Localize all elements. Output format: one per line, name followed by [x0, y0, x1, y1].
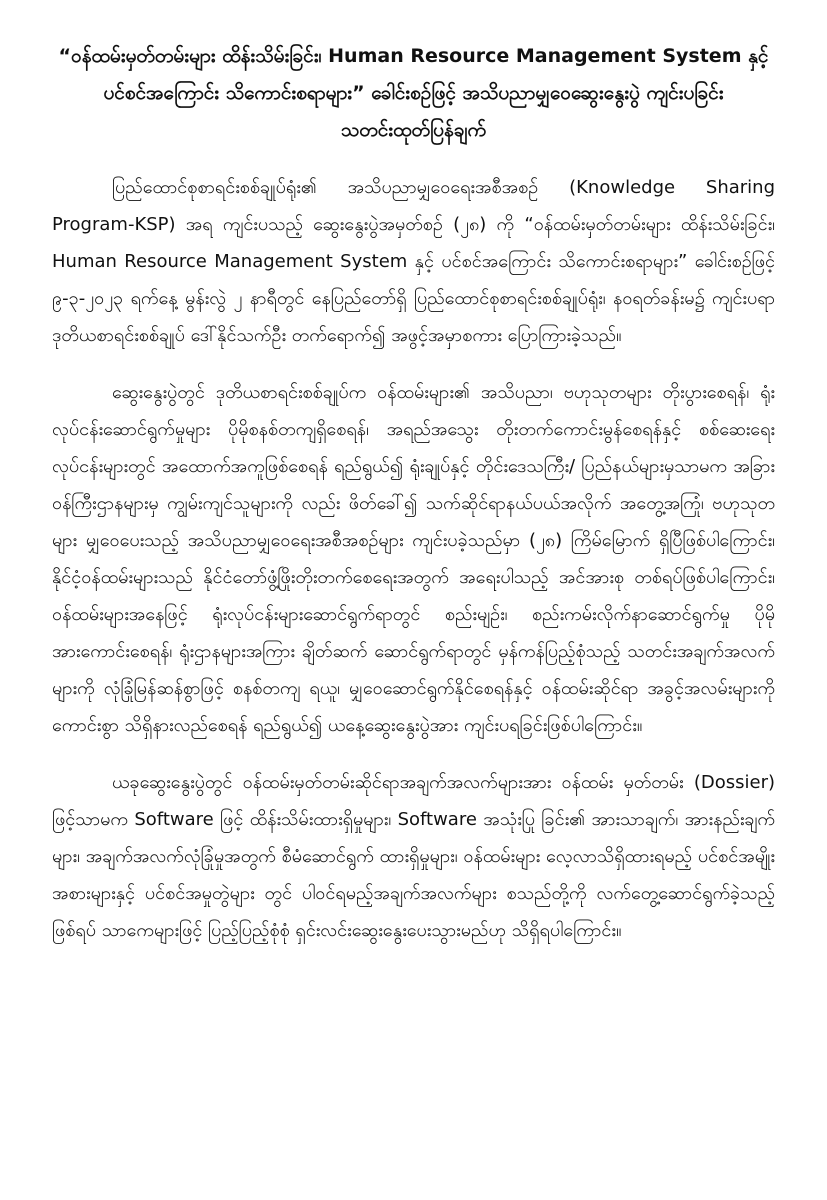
paragraph-3: ယခုဆွေးနွေးပွဲတွင် ဝန်ထမ်းမှတ်တမ်းဆိုင်ရာအချက်အလက်များအား ဝန်ထမ်း မှတ်တမ်း (Dossier) ဖြင့်သာမက Software ဖြင့် ထိန်းသိမ်းထားရှိမှုများ၊ Software အသုံးပြု ခြင်း၏ အားသာချက်၊ အားနည်းချက်များ၊ အချက်အလက်လုံခြုံမှုအတွက် စီမံဆောင်ရွက် ထားရှိမှုများ၊ ဝန်ထမ်းများ လေ့လာသိရှိထားရမည့် ပင်စင်အမျိုးအစားများနှင့် ပင်စင်အမှုတွဲများ တွင် ပါဝင်ရမည့်အချက်အလက်များ စသည်တို့ကို လက်တွေ့ဆောင်ရွက်ခဲ့သည့် ဖြစ်ရပ် သာကေများဖြင့် ပြည့်ပြည့်စုံစုံ ရှင်းလင်းဆွေးနွေးပေးသွားမည်ဟု သိရှိရပါကြောင်း။ [52, 772, 775, 941]
paragraph-1: ပြည်ထောင်စုစာရင်းစစ်ချုပ်ရုံး၏ အသိပညာမျှဝေရေးအစီအစဉ် (Knowledge Sharing Program-KSP) အရ ကျင်းပသည့် ဆွေးနွေးပွဲအမှတ်စဉ် (၂၈) ကို “ဝန်ထမ်းမှတ်တမ်းများ ထိန်းသိမ်းခြင်း၊ Human Resource Management System နှင့် ပင်စင်အကြောင်း သိကောင်းစရာများ” ခေါင်းစဉ်ဖြင့် ၉-၃-၂၀၂၃ ရက်နေ့ မွန်းလွဲ ၂ နာရီတွင် နေပြည်တော်ရှိ ပြည်ထောင်စုစာရင်းစစ်ချုပ်ရုံး၊ နဝရတ်ခန်းမ၌ ကျင်းပရာ ဒုတိယစာရင်းစစ်ချုပ် ဒေါ်နိုင်သက်ဦး တက်ရောက်၍ အဖွင့်အမှာစကား ပြောကြားခဲ့သည်။ [52, 177, 775, 346]
paragraph-2: ဆွေးနွေးပွဲတွင် ဒုတိယစာရင်းစစ်ချုပ်က ဝန်ထမ်းများ၏ အသိပညာ၊ ဗဟုသုတများ တိုးပွားစေရန်၊ ရုံးလုပ်ငန်းဆောင်ရွက်မှုများ ပိုမိုစနစ်တကျရှိစေရန်၊ အရည်အသွေး တိုးတက်ကောင်းမွန်စေရန်နှင့် စစ်ဆေးရေးလုပ်ငန်းများတွင် အထောက်အကူဖြစ်စေရန် ရည်ရွယ်၍ ရုံးချုပ်နှင့် တိုင်းဒေသကြီး/ ပြည်နယ်များမှသာမက အခြားဝန်ကြီးဌာနများမှ ကျွမ်းကျင်သူများကို လည်း ဖိတ်ခေါ်၍ သက်ဆိုင်ရာနယ်ပယ်အလိုက် အတွေ့အကြုံ၊ ဗဟုသုတများ မျှဝေပေးသည့် အသိပညာမျှဝေရေးအစီအစဉ်များ ကျင်းပခဲ့သည်မှာ (၂၈) ကြိမ်မြောက် ရှိပြီဖြစ်ပါကြောင်း၊ နိုင်ငံ့ဝန်ထမ်းများသည် နိုင်ငံတော်ဖွံ့ဖြိုးတိုးတက်စေရေးအတွက် အရေးပါသည့် အင်အားစု တစ်ရပ်ဖြစ်ပါကြောင်း၊ ဝန်ထမ်းများအနေဖြင့် ရုံးလုပ်ငန်းများဆောင်ရွက်ရာတွင် စည်းမျဉ်း၊ စည်းကမ်းလိုက်နာဆောင်ရွက်မှု ပိုမိုအားကောင်းစေရန်၊ ရုံးဌာနများအကြား ချိတ်ဆက် ဆောင်ရွက်ရာတွင် မှန်ကန်ပြည့်စုံသည့် သတင်းအချက်အလက်များကို လုံခြုံမြန်ဆန်စွာဖြင့် စနစ်တကျ ရယူ၊ မျှဝေဆောင်ရွက်နိုင်စေရန်နှင့် ဝန်ထမ်းဆိုင်ရာ အခွင့်အလမ်းများကို ကောင်းစွာ သိရှိနားလည်စေရန် ရည်ရွယ်၍ ယနေ့ဆွေးနွေးပွဲအား ကျင်းပရခြင်းဖြစ်ပါကြောင်း။ [52, 382, 775, 736]
document-title [52, 38, 775, 149]
title-line-1: “ဝန်ထမ်းမှတ်တမ်းများ ထိန်းသိမ်းခြင်း၊ Human Resource Management System နှင့် [58, 45, 769, 67]
title-line-3: သတင်းထုတ်ပြန်ချက် [340, 119, 487, 141]
title-line-2: ပင်စင်အကြောင်း သိကောင်းစရာများ” ခေါင်းစဉ်ဖြင့် အသိပညာမျှဝေဆွေးနွေးပွဲ ကျင်းပခြင်း [103, 82, 724, 104]
